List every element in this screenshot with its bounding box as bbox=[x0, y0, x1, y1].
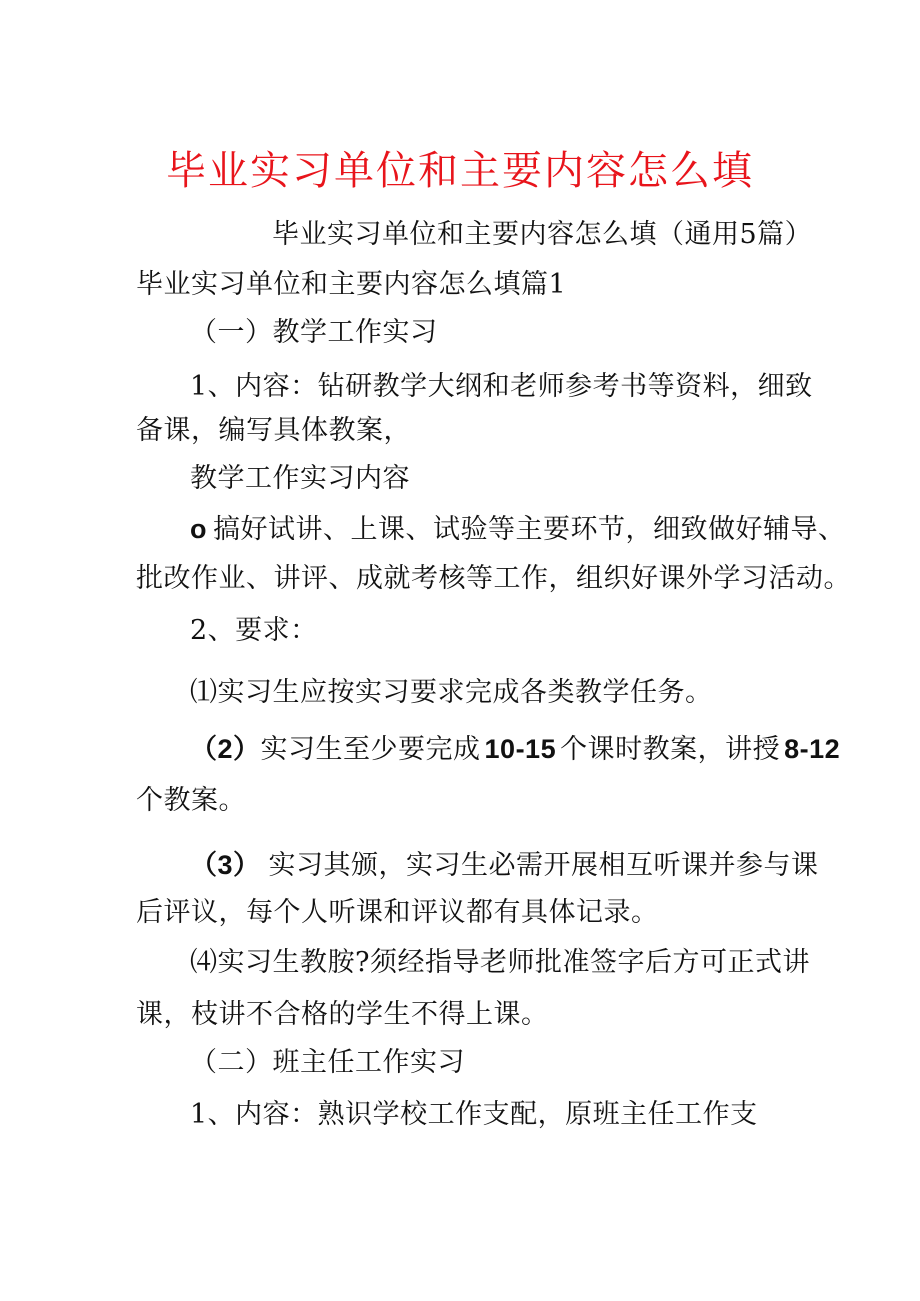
requirement-2-text-a: 实习生至少要完成 bbox=[260, 734, 481, 765]
requirement-2-number-b: 8-12 bbox=[784, 734, 841, 764]
requirement-3-text: 实习其颁，实习生必需开展相互听课并参与课 bbox=[268, 850, 819, 881]
item2-label: 2、要求： bbox=[190, 615, 318, 646]
requirement-3-line2: 后评议，每个人听课和评议都有具体记录。 bbox=[136, 897, 659, 928]
bullet-marker: o bbox=[190, 514, 207, 544]
item1-line2: 备课，编写具体教案， bbox=[136, 415, 411, 446]
item1-text: 钻研教学大纲和老师参考书等资料，细致 bbox=[317, 371, 813, 402]
bullet-line1 bbox=[190, 512, 846, 547]
document-subtitle: 毕业实习单位和主要内容怎么填（通用5篇） bbox=[272, 219, 813, 250]
section2-item1-line1: 1、内容：熟识学校工作支配，原班主任工作支 bbox=[190, 1099, 758, 1130]
requirement-2-line1 bbox=[190, 732, 840, 767]
requirement-2-text-b: 个课时教案，讲授 bbox=[560, 734, 781, 765]
document-title: 毕业实习单位和主要内容怎么填 bbox=[166, 148, 754, 194]
requirement-3-line1 bbox=[190, 848, 819, 883]
requirement-2-marker: （2） bbox=[190, 734, 261, 764]
subheading-teaching-content: 教学工作实习内容 bbox=[190, 463, 410, 494]
item1-label: 1、内容： bbox=[190, 371, 318, 402]
article-heading: 毕业实习单位和主要内容怎么填篇1 bbox=[136, 269, 567, 300]
item1-line1 bbox=[190, 370, 813, 404]
section-heading-teaching: （一）教学工作实习 bbox=[190, 317, 438, 348]
section-heading-class-teacher: （二）班主任工作实习 bbox=[190, 1047, 465, 1078]
requirement-4-line2: 课，枝讲不合格的学生不得上课。 bbox=[136, 999, 549, 1030]
requirement-2-number-a: 10-15 bbox=[484, 734, 557, 764]
requirement-4-line1: ⑷实习生教胺?须经指导老师批准签字后方可正式讲 bbox=[190, 947, 810, 978]
requirement-1: ⑴实习生应按实习要求完成各类教学任务。 bbox=[190, 677, 713, 708]
bullet-line2: 批改作业、讲评、成就考核等工作，组织好课外学习活动。 bbox=[136, 563, 851, 594]
requirement-3-marker: （3） bbox=[190, 850, 261, 880]
requirement-2-line2: 个教案。 bbox=[136, 785, 246, 816]
bullet-text: 搞好试讲、上课、试验等主要环节，细致做好辅导、 bbox=[213, 514, 846, 545]
